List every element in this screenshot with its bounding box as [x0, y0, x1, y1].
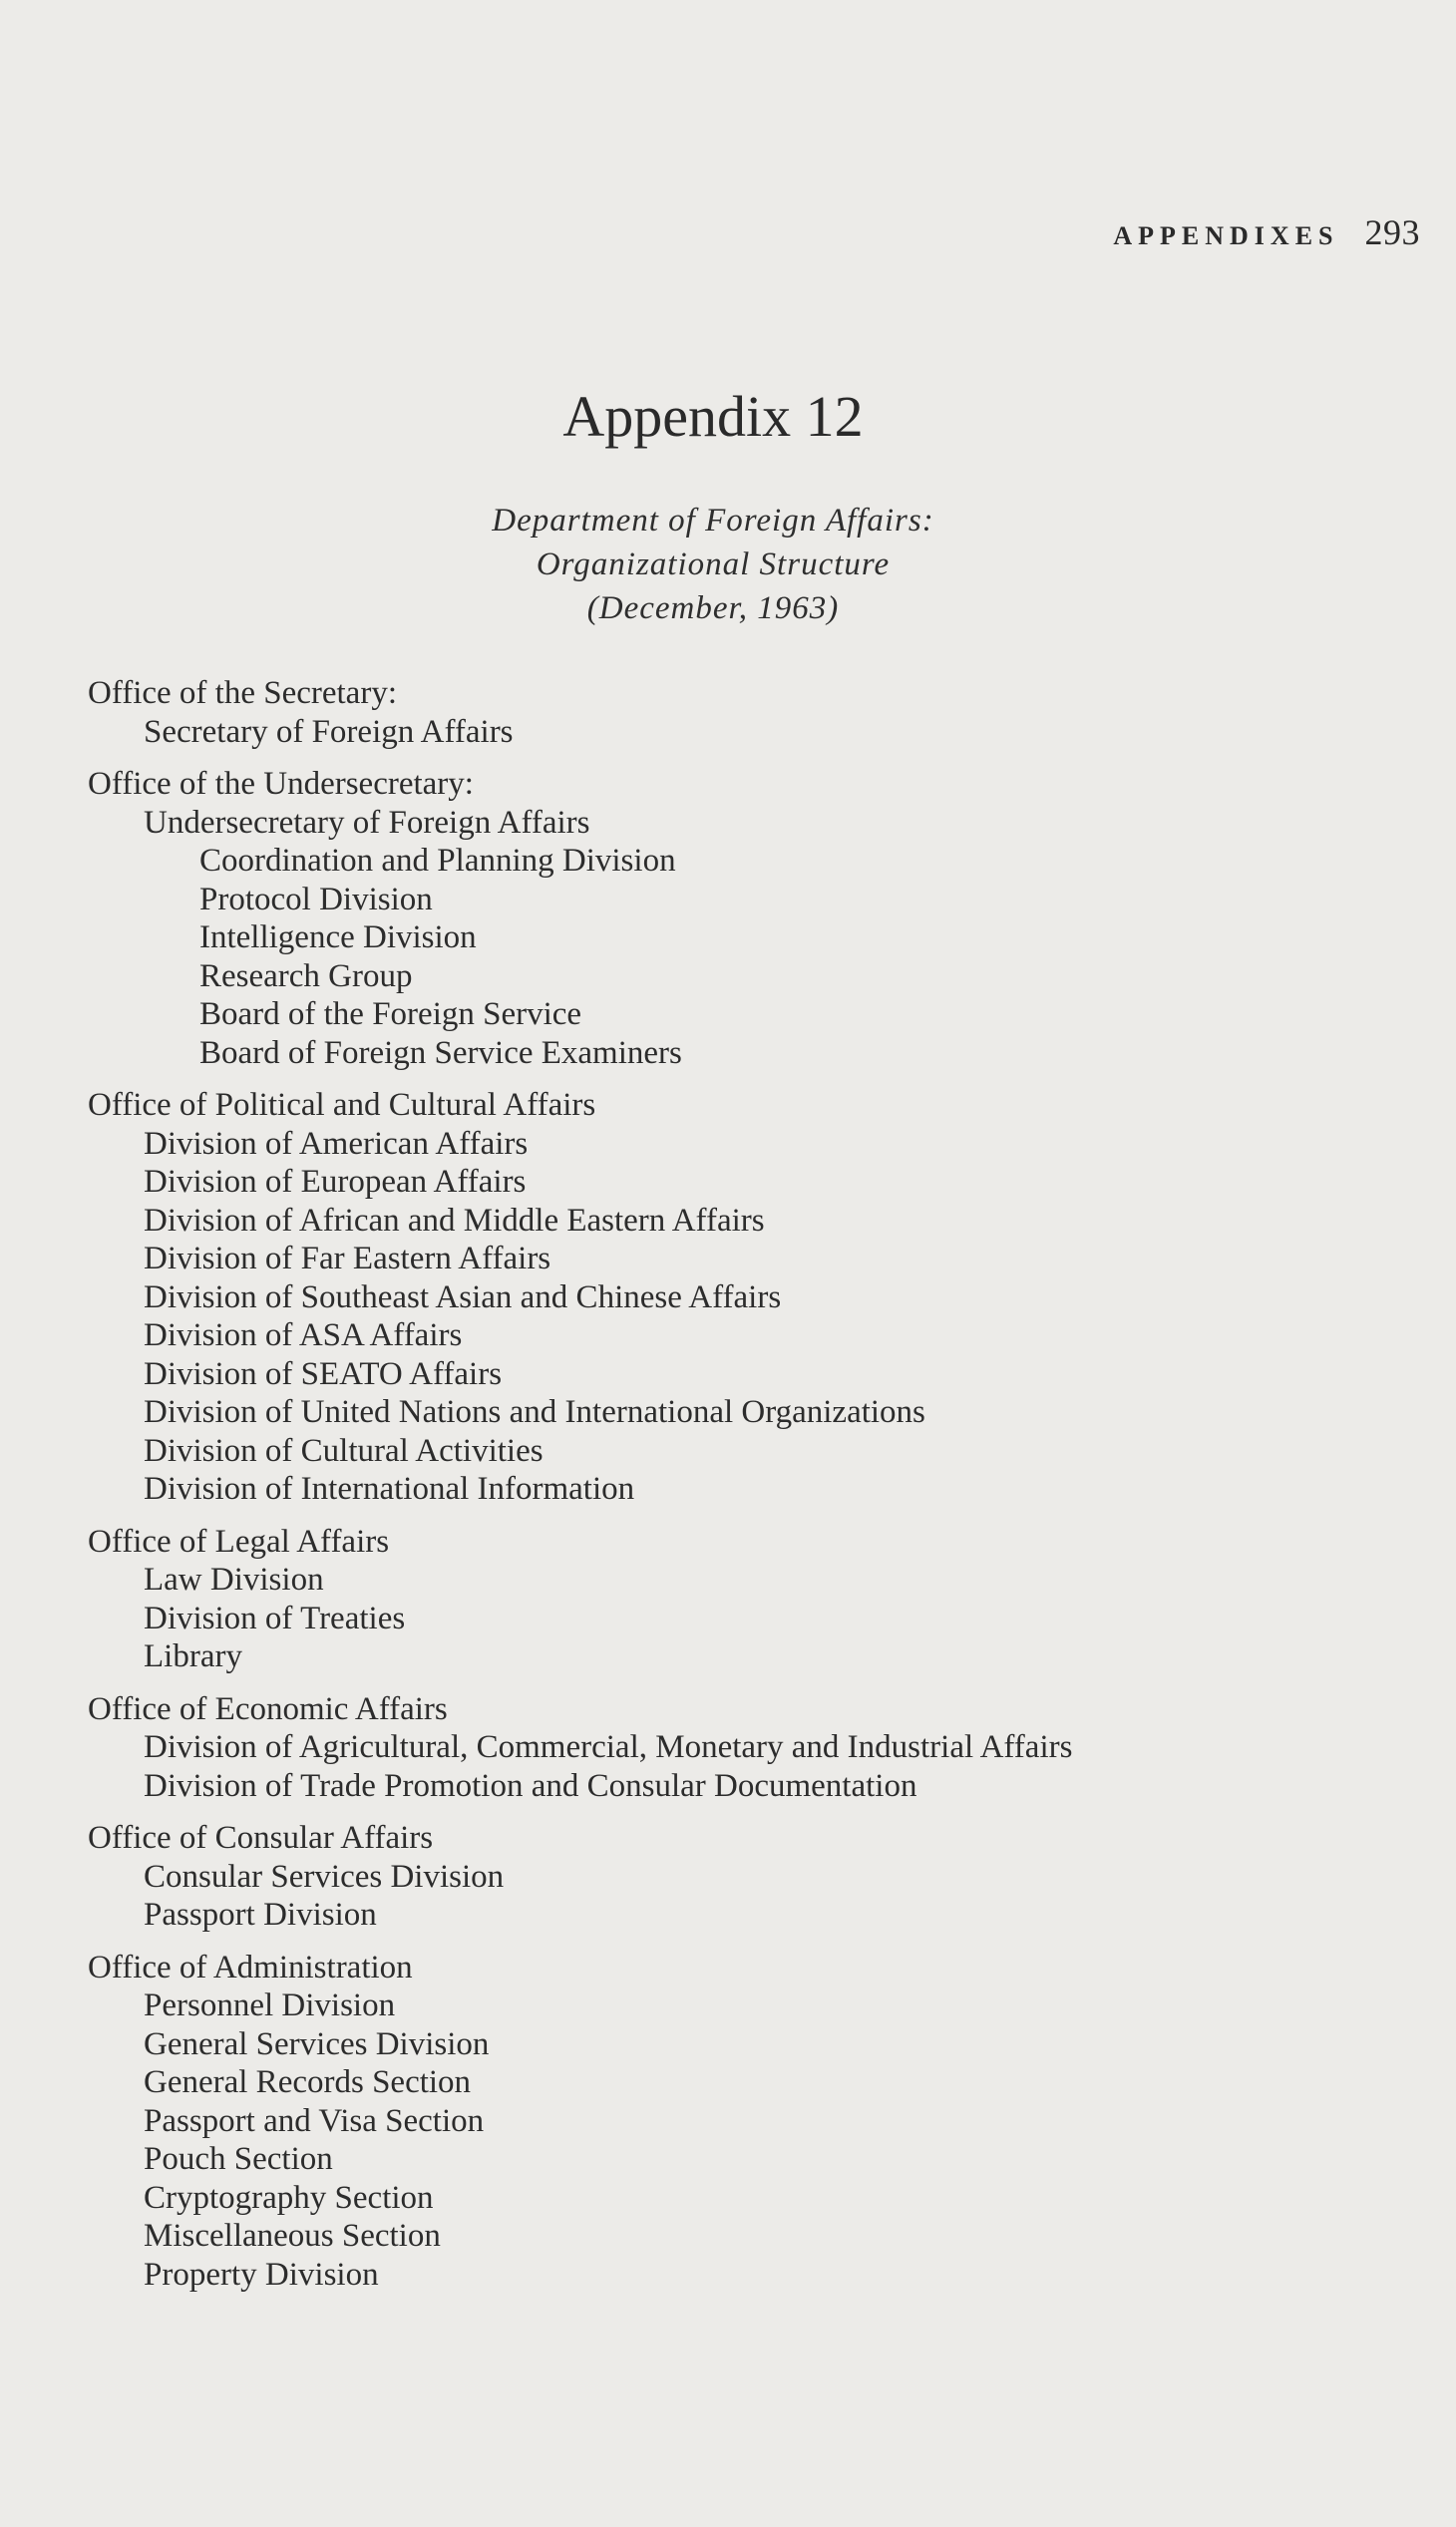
unit-item: Consular Services Division [144, 1858, 505, 1895]
unit-item: Property Division [144, 2256, 379, 2293]
unit-item: General Records Section [144, 2064, 472, 2100]
unit-item: Division of African and Middle Eastern Affairs [144, 1202, 765, 1239]
office-name: Office of Political and Cultural Affairs [88, 1087, 596, 1123]
unit-item: Division of Far Eastern Affairs [144, 1241, 551, 1276]
running-head [1113, 211, 1420, 253]
running-head-label: APPENDIXES [1113, 221, 1339, 250]
office-name: Office of Legal Affairs [88, 1523, 390, 1560]
unit-item: Secretary of Foreign Affairs [144, 713, 514, 750]
appendix-subtitle [0, 499, 1426, 630]
subtitle-line-3: (December, 1963) [586, 590, 840, 626]
unit-item: Division of Cultural Activities [144, 1432, 544, 1469]
office-block [88, 674, 1424, 751]
office-name: Office of the Undersecretary: [88, 766, 474, 802]
unit-item: Division of European Affairs [144, 1164, 527, 1200]
unit-item: Division of SEATO Affairs [144, 1355, 503, 1392]
unit-item: Division of Treaties [144, 1600, 406, 1636]
unit-item: Board of the Foreign Service [199, 996, 582, 1032]
unit-item: Cryptography Section [144, 2179, 434, 2216]
office-block [88, 1949, 1424, 2295]
page-number: 293 [1364, 212, 1420, 252]
unit-item: Board of Foreign Service Examiners [199, 1034, 682, 1071]
unit-item: Passport Division [144, 1897, 377, 1933]
organization-list [88, 674, 1424, 2308]
unit-item: Passport and Visa Section [144, 2102, 485, 2139]
unit-item: Protocol Division [199, 881, 433, 917]
office-name: Office of the Secretary: [88, 675, 397, 711]
subtitle-line-1: Department of Foreign Affairs: [492, 503, 934, 539]
unit-item: Undersecretary of Foreign Affairs [144, 804, 590, 841]
office-block [88, 1523, 1424, 1676]
office-name: Office of Economic Affairs [88, 1690, 448, 1727]
unit-item: Division of Agricultural, Commercial, Monetary and Industrial Affairs [144, 1729, 1073, 1765]
unit-item: Division of ASA Affairs [144, 1317, 463, 1353]
unit-item: Division of American Affairs [144, 1125, 529, 1162]
unit-item: Division of International Information [144, 1471, 635, 1507]
office-block [88, 1819, 1424, 1935]
office-block [88, 765, 1424, 1072]
subtitle-line-2: Organizational Structure [536, 546, 891, 582]
unit-item: Division of Southeast Asian and Chinese Affairs [144, 1278, 782, 1315]
office-name: Office of Consular Affairs [88, 1820, 434, 1856]
unit-item: Pouch Section [144, 2141, 333, 2177]
unit-item: Research Group [199, 957, 413, 994]
unit-item: Miscellaneous Section [144, 2218, 441, 2254]
office-block [88, 1086, 1424, 1509]
unit-item: Division of Trade Promotion and Consular Documentation [144, 1767, 917, 1804]
office-block [88, 1690, 1424, 1806]
office-name: Office of Administration [88, 1949, 413, 1986]
unit-item: Law Division [144, 1562, 324, 1598]
unit-item: Personnel Division [144, 1987, 396, 2023]
unit-item: Coordination and Planning Division [199, 843, 676, 879]
appendix-title: Appendix 12 [562, 384, 864, 449]
unit-item: Division of United Nations and International Organizations [144, 1394, 925, 1430]
unit-item: Library [144, 1638, 242, 1674]
unit-item: Intelligence Division [199, 919, 477, 955]
unit-item: General Services Division [144, 2025, 490, 2062]
